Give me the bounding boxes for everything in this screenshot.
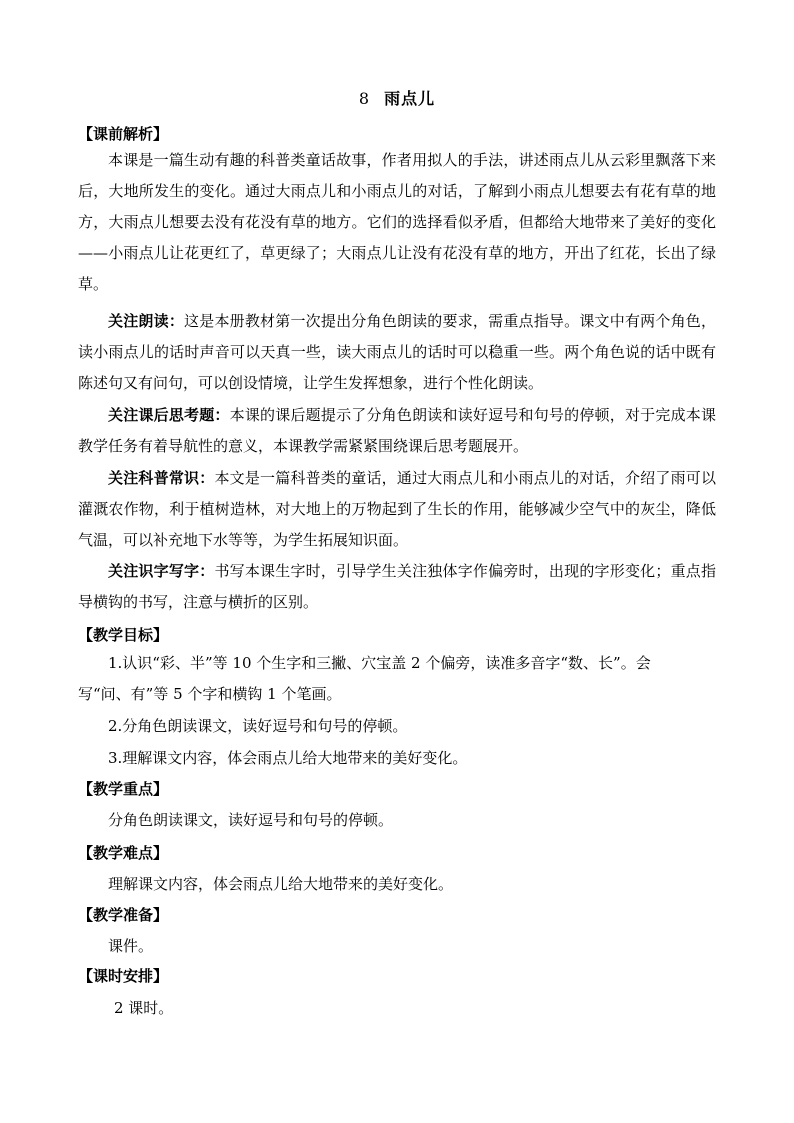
writing-text: 书写本课生字时，引导学生关注独体字作偏旁时，出现的字形变化；重点指导横钩的书写，注意与横折的区别。: [78, 562, 716, 611]
questions-paragraph: [78, 400, 716, 462]
questions-label: 关注课后思考题：: [108, 406, 230, 424]
writing-paragraph: [78, 556, 716, 618]
reading-text: 这是本册教材第一次提出分角色朗读的要求，需重点指导。课文中有两个角色，读小雨点儿的话时声音可以天真一些，读大雨点儿的话时可以稳重一些。两个角色说的话中既有陈述句又有问句，可以创设情境，让学生发挥想象，进行个性化朗读。: [78, 312, 716, 392]
preparation-text: 课件。: [108, 937, 154, 955]
heading-key-points: 【教学重点】: [78, 780, 169, 798]
heading-pre-analysis: 【课前解析】: [78, 125, 169, 143]
schedule-text: 2 课时。: [114, 999, 174, 1017]
key-points-text: 分角色朗读课文，读好逗号和句号的停顿。: [108, 811, 394, 829]
writing-label: 关注识字写字：: [108, 562, 215, 580]
science-paragraph: [78, 463, 716, 556]
goal-item-3: 3.理解课文内容，体会雨点儿给大地带来的美好变化。: [108, 749, 468, 767]
questions-text: 本课的课后题提示了分角色朗读和读好逗号和句号的停顿，对于完成本课教学任务有着导航性的意义，本课教学需紧紧围绕课后思考题展开。: [78, 406, 716, 455]
heading-goals: 【教学目标】: [78, 626, 169, 644]
heading-preparation: 【教学准备】: [78, 906, 169, 924]
lesson-number: 8: [358, 89, 371, 108]
lesson-title-text: 雨点儿: [384, 89, 436, 108]
heading-schedule: 【课时安排】: [78, 967, 169, 985]
science-text: 本文是一篇科普类的童话，通过大雨点儿和小雨点儿的对话，介绍了雨可以灌溉农作物，利于植树造林，对大地上的万物起到了生长的作用，能够减少空气中的灰尘，降低气温，可以补充地下水等等，为学生拓展知识面。: [78, 469, 716, 549]
goal-item-1: 1.认识“彩、半”等 10 个生字和三撇、穴宝盖 2 个偏旁，读准多音字“数、长”。会写“问、有”等 5 个字和横钩 1 个笔画。: [78, 654, 651, 703]
lesson-title: [0, 86, 794, 109]
science-label: 关注科普常识：: [108, 469, 215, 487]
intro-paragraph: 本课是一篇生动有趣的科普类童话故事，作者用拟人的手法，讲述雨点儿从云彩里飘落下来后，大地所发生的变化。通过大雨点儿和小雨点儿的对话，了解到小雨点儿想要去有花有草的地方，大雨点儿想要去没有花没有草的地方。它们的选择看似矛盾，但都给大地带来了美好的变化——小雨点儿让花更红了，草更绿了；大雨点儿让没有花没有草的地方，开出了红花，长出了绿草。: [78, 151, 716, 293]
heading-difficulties: 【教学难点】: [78, 844, 169, 862]
reading-paragraph: [78, 306, 716, 399]
goal-item-2: 2.分角色朗读课文，读好逗号和句号的停顿。: [108, 717, 408, 735]
reading-label: 关注朗读：: [108, 312, 185, 330]
difficulties-text: 理解课文内容，体会雨点儿给大地带来的美好变化。: [108, 875, 454, 893]
